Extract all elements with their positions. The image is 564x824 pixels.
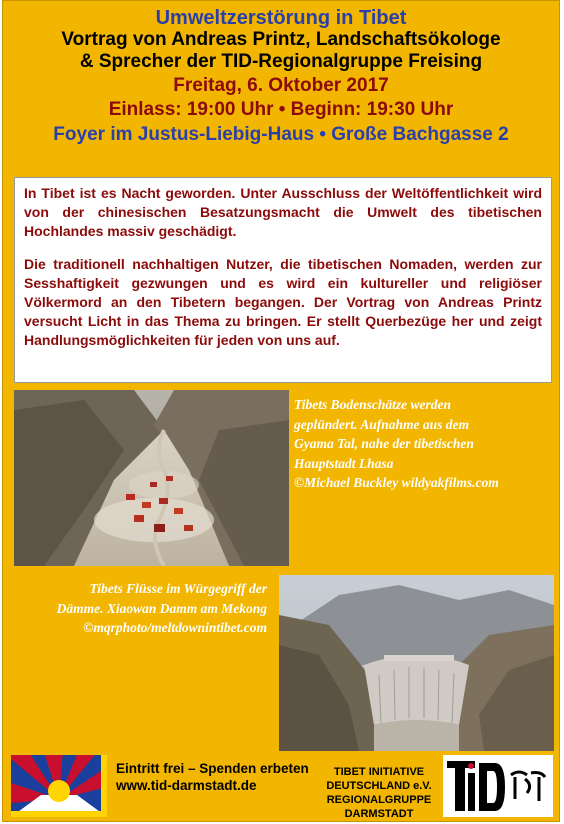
description-paragraph-1: In Tibet ist es Nacht geworden. Unter Ausschluss der Weltöffentlichkeit wird von der chinesischen Besatzungsmacht die Umwelt des tibetischen Hochlandes massiv geschädigt. (24, 185, 542, 239)
event-venue: Foyer im Justus-Liebig-Haus • Große Bachgasse 2 (53, 124, 509, 145)
org-name-line: REGIONALGRUPPE (326, 794, 432, 806)
website-link[interactable]: www.tid-darmstadt.de (116, 778, 257, 793)
event-time: Einlass: 19:00 Uhr • Beginn: 19:30 Uhr (108, 99, 454, 120)
caption-credit: ©mqrphoto/meltdownintibet.com (83, 620, 267, 635)
caption-line: Gyama Tal, nahe der tibetischen (294, 436, 474, 451)
caption-credit: ©Michael Buckley wildyakfilms.com (294, 475, 499, 490)
org-name-line: DARMSTADT (344, 808, 414, 820)
caption-line: Dämme. Xiaowan Damm am Mekong (56, 600, 267, 616)
entry-note: Eintritt frei – Spenden erbeten (116, 761, 309, 776)
caption-line: Tibets Bodenschätze werden (294, 397, 451, 412)
caption-line: geplündert. Aufnahme aus dem (294, 416, 470, 432)
org-name-line: DEUTSCHLAND e.V. (326, 780, 432, 792)
description-paragraph-2: Die traditionell nachhaltigen Nutzer, die tibetischen Nomaden, werden zur Sesshaftigkeit gezwungen und es wird ein kultureller und religiöser Völkermord an den Tibetern begangen. Der Vortrag von Andreas Printz versucht Licht in das Thema zu bringen. Er stellt Querbezüge her und zeigt Handlungsmöglichkeiten für jeden von uns auf. (24, 256, 542, 348)
description-box (14, 177, 552, 383)
photo1-caption (294, 395, 499, 493)
xiaowan-dam-photo (279, 575, 554, 751)
poster-title: Umweltzerstörung in Tibet (155, 7, 407, 29)
tibet-flag-icon (11, 755, 107, 817)
speaker-role-line: & Sprecher der TID-Regionalgruppe Freising (79, 51, 483, 72)
speaker-line: Vortrag von Andreas Printz, Landschaftsökologe (61, 29, 501, 50)
org-name-line: TIBET INITIATIVE (333, 766, 425, 778)
caption-line: Hauptstadt Lhasa (294, 455, 394, 471)
photo2-caption (57, 579, 267, 638)
event-poster (2, 0, 560, 822)
mining-valley-photo (14, 390, 289, 566)
event-date: Freitag, 6. Oktober 2017 (173, 75, 389, 96)
tid-logo (443, 755, 553, 817)
caption-line: Tibets Flüsse im Würgegriff der (89, 581, 267, 596)
